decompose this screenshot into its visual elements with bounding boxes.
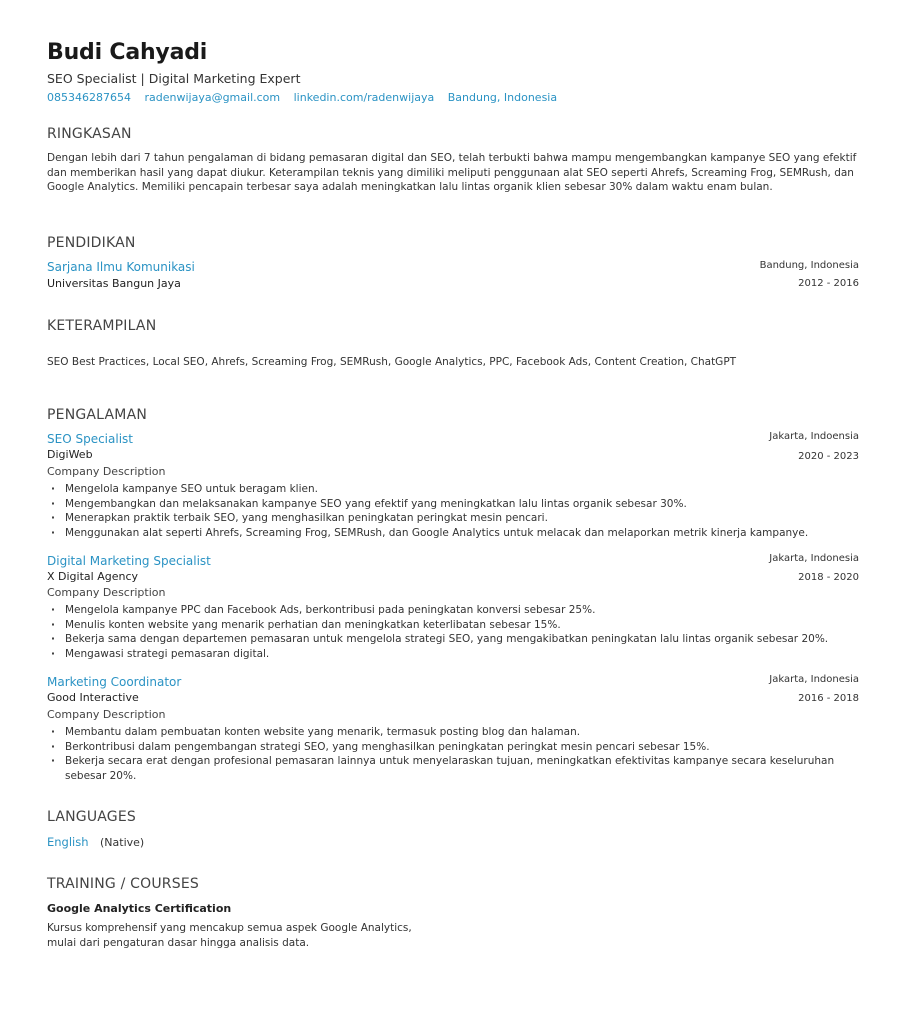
education-school: Universitas Bangun Jaya — [47, 277, 181, 290]
job-bullet-list — [47, 603, 862, 661]
summary-text: Dengan lebih dari 7 tahun pengalaman di bidang pemasaran digital dan SEO, telah terbukti bahwa mampu mengembangkan kampanye SEO yang efektif dan memberikan hasil yang dapat diukur. Keterampilan teknis yang dimiliki meliputi penggunaan alat SEO seperti Ahrefs, Screaming Frog, SEMRush, dan Google Analytics. Memiliki pencapain terbesar saya adalah meningkatkan lalu lintas organik klien sebesar 30% dalam waktu enam bulan. — [47, 152, 857, 193]
candidate-subtitle: SEO Specialist | Digital Marketing Expert — [47, 71, 301, 86]
language-level: (Native) — [100, 836, 145, 849]
job-location: Jakarta, Indonesia — [769, 674, 859, 685]
job-company-description: Company Description — [47, 708, 166, 721]
list-item: · Menulis konten website yang menarik perhatian dan meningkatkan keterlibatan sebesar 15%. — [47, 618, 862, 633]
list-item: · Membantu dalam pembuatan konten website yang menarik, termasuk posting blog dan halaman. — [47, 725, 862, 740]
job-location: Jakarta, Indonesia — [769, 553, 859, 564]
job-years: 2016 - 2018 — [798, 693, 859, 704]
list-item: · Berkontribusi dalam pengembangan strategi SEO, yang menghasilkan peningkatan peringkat mesin pencari sebesar 15%. — [47, 740, 862, 755]
section-title-summary: RINGKASAN — [47, 126, 132, 142]
section-title-training: TRAINING / COURSES — [47, 876, 199, 892]
section-title-skills: KETERAMPILAN — [47, 318, 157, 334]
job-title[interactable]: SEO Specialist — [47, 432, 133, 446]
list-item: · Menggunakan alat seperti Ahrefs, Screaming Frog, SEMRush, dan Google Analytics untuk melacak dan melaporkan metrik kinerja kampanye. — [47, 526, 862, 541]
job-bullet-list — [47, 482, 862, 540]
job-company-description: Company Description — [47, 465, 166, 478]
phone-link[interactable]: 085346287654 — [47, 91, 131, 104]
education-location: Bandung, Indonesia — [759, 260, 859, 271]
list-item: · Bekerja secara erat dengan profesional pemasaran lainnya untuk menyelaraskan tujuan, meningkatkan efektivitas kampanye secara keseluruhan sebesar 20%. — [47, 754, 862, 783]
job-company: X Digital Agency — [47, 570, 139, 583]
skills-list: SEO Best Practices, Local SEO, Ahrefs, Screaming Frog, SEMRush, Google Analytics, PPC, Facebook Ads, Content Creation, ChatGPT — [47, 356, 737, 368]
list-item: · Mengelola kampanye PPC dan Facebook Ads, berkontribusi pada peningkatan konversi sebesar 25%. — [47, 603, 862, 618]
section-title-education: PENDIDIKAN — [47, 235, 136, 251]
training-description — [47, 921, 467, 950]
job-company: Good Interactive — [47, 691, 139, 704]
list-item: · Menerapkan praktik terbaik SEO, yang menghasilkan peningkatan peringkat mesin pencari. — [47, 511, 862, 526]
job-bullet-list — [47, 725, 862, 783]
job-company-description: Company Description — [47, 586, 166, 599]
education-degree[interactable]: Sarjana Ilmu Komunikasi — [47, 260, 195, 274]
job-title[interactable]: Digital Marketing Specialist — [47, 554, 211, 568]
list-item: · Mengawasi strategi pemasaran digital. — [47, 647, 862, 662]
list-item: · Bekerja sama dengan departemen pemasaran untuk mengelola strategi SEO, yang mengakibatkan peningkatan lalu lintas organik sebesar 20%. — [47, 632, 862, 647]
training-desc-line: mulai dari pengaturan dasar hingga analisis data. — [47, 936, 310, 949]
job-location: Jakarta, Indoensia — [769, 431, 859, 442]
job-company: DigiWeb — [47, 448, 93, 461]
section-title-languages: LANGUAGES — [47, 809, 136, 825]
linkedin-link[interactable]: linkedin.com/radenwijaya — [293, 91, 435, 104]
candidate-name: Budi Cahyadi — [47, 40, 208, 65]
education-years: 2012 - 2016 — [798, 278, 859, 289]
list-item: · Mengembangkan dan melaksanakan kampanye SEO yang efektif yang meningkatkan lalu lintas organik sebesar 30%. — [47, 497, 862, 512]
section-title-experience: PENGALAMAN — [47, 407, 148, 423]
job-years: 2020 - 2023 — [798, 451, 859, 462]
job-years: 2018 - 2020 — [798, 572, 859, 583]
language-name[interactable]: English — [47, 835, 89, 849]
email-link[interactable]: radenwijaya@gmail.com — [144, 91, 281, 104]
job-title[interactable]: Marketing Coordinator — [47, 675, 182, 689]
location-link[interactable]: Bandung, Indonesia — [447, 91, 558, 104]
training-desc-line: Kursus komprehensif yang mencakup semua aspek Google Analytics, — [47, 922, 412, 934]
training-title: Google Analytics Certification — [47, 902, 232, 915]
list-item: · Mengelola kampanye SEO untuk beragam klien. — [47, 482, 862, 497]
contact-bar — [47, 91, 567, 104]
